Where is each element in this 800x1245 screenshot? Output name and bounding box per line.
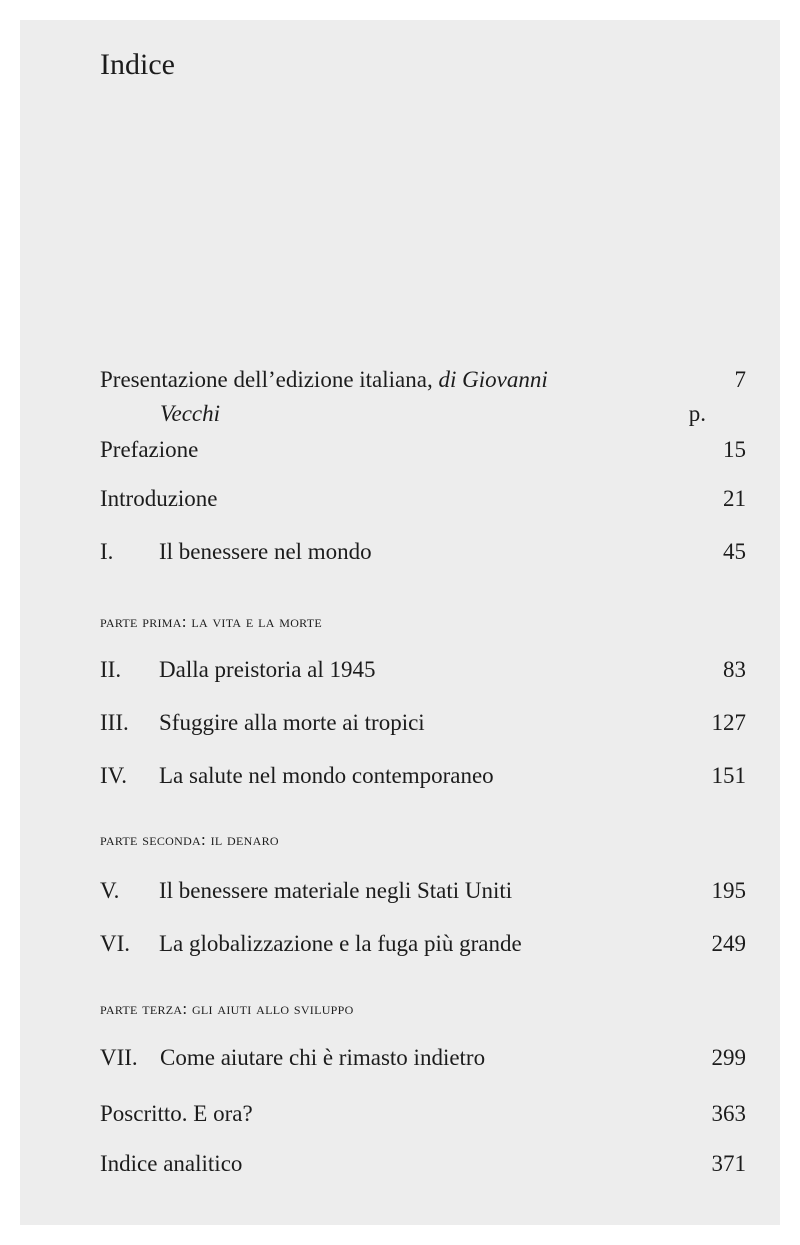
toc-entry-chapter-4 [100, 762, 746, 790]
part-heading-terza: parte terza: gli aiuti allo sviluppo [100, 999, 354, 1018]
chapter-numeral: VI. [100, 931, 131, 956]
toc-entry-poscritto [100, 1100, 746, 1128]
page-number: 249 [711, 931, 746, 956]
toc-entry-text: Il benessere nel mondo [159, 539, 372, 564]
page-number: 195 [711, 878, 746, 903]
page-number: 151 [711, 763, 746, 788]
toc-entry-text: La globalizzazione e la fuga più grande [159, 931, 522, 956]
toc-entry-text: Dalla preistoria al 1945 [159, 657, 376, 682]
chapter-numeral: III. [100, 710, 129, 735]
page-number: 45 [723, 539, 746, 564]
toc-entry-text: Sfuggire alla morte ai tropici [159, 710, 425, 735]
toc-entry-presentazione [100, 366, 746, 428]
part-heading-seconda: parte seconda: il denaro [100, 830, 279, 849]
toc-entry-author: di Giovanni [438, 367, 548, 392]
page-number: 21 [723, 486, 746, 511]
page-number: 363 [711, 1101, 746, 1126]
page-number: 299 [711, 1045, 746, 1070]
toc-entry-text: Prefazione [100, 437, 199, 462]
page-number: 15 [723, 437, 746, 462]
chapter-numeral: I. [100, 539, 114, 564]
page-title: Indice [100, 48, 175, 81]
chapter-numeral: V. [100, 878, 120, 903]
toc-entry-text: Il benessere materiale negli Stati Uniti [159, 878, 513, 903]
toc-entry-indice-analitico [100, 1150, 746, 1178]
chapter-numeral: IV. [100, 763, 128, 788]
page-number: 7 [734, 367, 746, 392]
book-page [20, 20, 780, 1225]
page-number: 127 [711, 710, 746, 735]
toc-entry-author-cont: Vecchi [160, 401, 221, 426]
toc-entry-text: Poscritto. E ora? [100, 1101, 253, 1126]
chapter-numeral: II. [100, 657, 122, 682]
page-abbreviation: p. [688, 401, 706, 426]
toc-entry-text: Presentazione dell’edizione italiana, [100, 367, 433, 392]
toc-entry-chapter-2 [100, 656, 746, 684]
toc-entry-text: La salute nel mondo contemporaneo [159, 763, 494, 788]
page-number: 83 [723, 657, 746, 682]
toc-entry-text: Indice analitico [100, 1151, 243, 1176]
toc-entry-chapter-5 [100, 877, 746, 905]
chapter-numeral: VII. [100, 1045, 138, 1070]
toc-entry-chapter-1 [100, 538, 746, 566]
part-heading-prima: parte prima: la vita e la morte [100, 612, 323, 631]
toc-entry-chapter-6 [100, 930, 746, 958]
page-number: 371 [711, 1151, 746, 1176]
toc-entry-line-1 [100, 366, 746, 394]
toc-entry-chapter-7 [100, 1044, 746, 1072]
toc-entry-text: Come aiutare chi è rimasto indietro [160, 1045, 486, 1070]
toc-entry-text: Introduzione [100, 486, 218, 511]
toc-entry-chapter-3 [100, 709, 746, 737]
toc-entry-prefazione [100, 436, 746, 464]
toc-entry-introduzione [100, 485, 746, 513]
